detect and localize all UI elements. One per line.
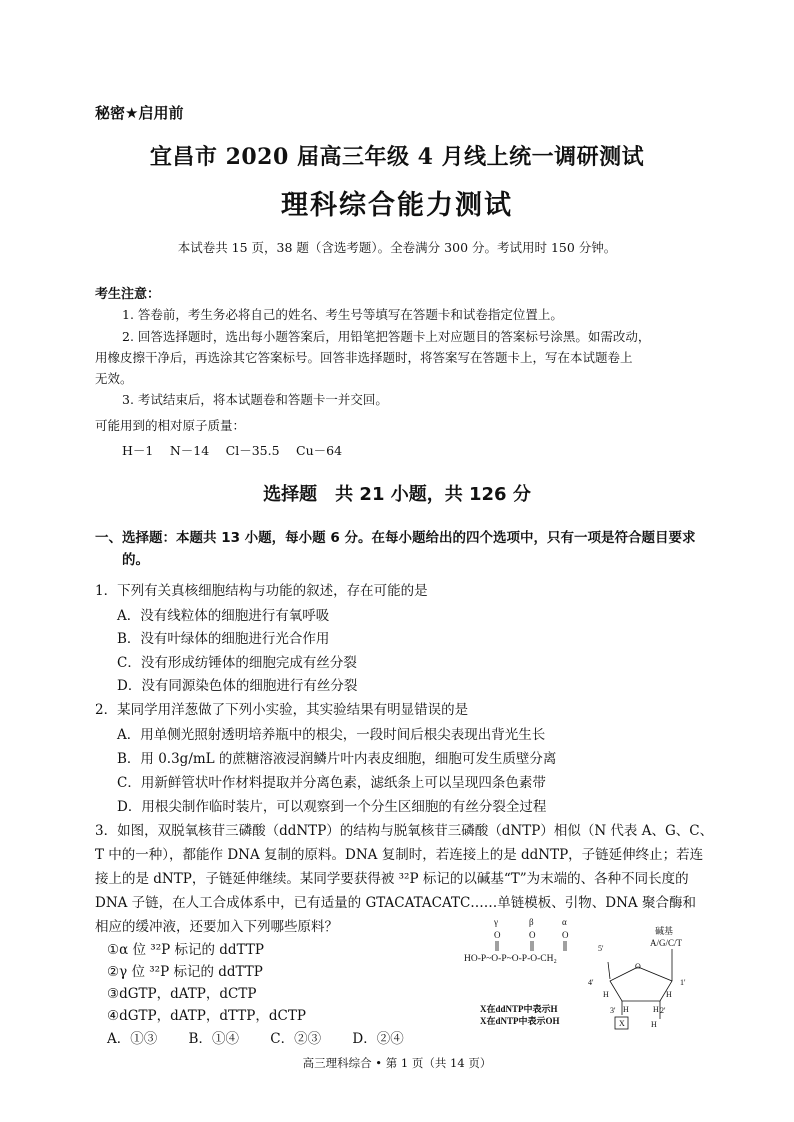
question-3-line-2: T 中的一种），都能作 DNA 复制的原料。DNA 复制时，若连接上的是 ddNTP，子链延伸终止；若连 [95, 847, 704, 863]
question-2-option-c: C．用新鲜管状叶作材料提取并分离色素，滤纸条上可以呈现四条色素带 [117, 775, 546, 791]
notice-item-2: 2. 回答选择题时，选出每小题答案后，用铅笔把答题卡上对应题目的答案标号涂黑。如需改动， [122, 329, 651, 344]
hydrogen-4: H [603, 990, 609, 999]
hydrogen-3: H [623, 1005, 629, 1014]
notice-item-1: 1. 答卷前，考生务必将自己的姓名、考生号等填写在答题卡和试卷指定位置上。 [122, 307, 563, 322]
question-3-choices: A．①③ B．①④ C．②③ D．②④ [107, 1031, 404, 1047]
part-title: 一、选择题：本题共 13 小题，每小题 6 分。在每小题给出的四个选项中，只有一项是符合题目要求 [95, 530, 696, 546]
ddntp-structure-diagram [460, 915, 710, 1030]
base-label: 碱基 [655, 926, 674, 936]
question-1-option-a: A．没有线粒体的细胞进行有氧呼吸 [117, 608, 330, 624]
exam-title: 宜昌市 2020 届高三年级 4 月线上统一调研测试 [149, 144, 645, 170]
phosphate-o-1: O [494, 930, 501, 940]
sugar-ring [610, 967, 672, 1001]
question-3-item-2: ②γ 位 ³²P 标记的 ddTTP [107, 964, 263, 980]
carbon-1: 1' [680, 978, 686, 987]
hydrogen-2b: H [651, 1020, 657, 1029]
gamma-label: γ [494, 917, 498, 927]
question-3-item-1: ①α 位 ³²P 标记的 ddTTP [107, 942, 264, 958]
ring-oxygen: O [635, 962, 641, 971]
question-3-line-3: 接上的是 dNTP，子链延伸继续。某同学要获得被 ³²P 标记的以碱基“T”为末端的、各种不同长度的 [95, 871, 689, 887]
base-values: A/G/C/T [650, 938, 683, 948]
phosphate-o-2: O [529, 930, 536, 940]
question-3-item-3: ③dGTP，dATP，dCTP [107, 986, 257, 1002]
question-2-option-b: B．用 0.3g/mL 的蔗糖溶液浸润鳞片叶内表皮细胞，细胞可发生质壁分离 [117, 751, 557, 767]
atomic-mass-values: H－1 N－14 Cl－35.5 Cu－64 [122, 443, 343, 458]
hydrogen-1: H [666, 990, 672, 999]
alpha-label: α [562, 917, 567, 927]
carbon-3: 3' [610, 1006, 616, 1015]
question-3-item-4: ④dGTP，dATP，dTTP，dCTP [107, 1008, 306, 1024]
carbon-5: 5' [598, 944, 604, 953]
question-3-line-4: DNA 子链，在人工合成体系中，已有适量的 GTACATACATC……单链模板、引物、DNA 聚合酶和 [95, 895, 696, 911]
notice-title: 考生注意： [95, 287, 161, 302]
secret-label: 秘密★启用前 [95, 104, 184, 122]
question-3-line-1: 3．如图，双脱氧核苷三磷酸（ddNTP）的结构与脱氧核苷三磷酸（dNTP）相似（N 代表 A、G、C、 [95, 823, 714, 839]
hydrogen-2: H [653, 1005, 659, 1014]
notice-item-2-cont: 用橡皮擦干净后，再选涂其它答案标号。回答非选择题时，将答案写在答题卡上，写在本试题卷上 [95, 350, 633, 365]
carbon-4: 4' [588, 978, 594, 987]
page-footer: 高三理科综合 • 第 1 页（共 14 页） [302, 1056, 492, 1070]
part-title-cont: 的。 [122, 552, 149, 568]
note-dntp: X在dNTP中表示OH [480, 1016, 560, 1026]
exam-subtitle: 理科综合能力测试 [281, 190, 513, 221]
beta-label: β [529, 917, 534, 927]
notice-item-3: 3. 考试结束后，将本试题卷和答题卡一并交回。 [122, 392, 388, 407]
carbon-2: 2' [660, 1006, 666, 1015]
question-2-stem: 2．某同学用洋葱做了下列小实验，其实验结果有明显错误的是 [95, 702, 469, 718]
phosphate-o-3: O [562, 930, 569, 940]
section-title: 选择题 共 21 小题，共 126 分 [263, 484, 531, 505]
question-1-option-c: C．没有形成纺锤体的细胞完成有丝分裂 [117, 655, 357, 671]
x-label: X [619, 1019, 625, 1028]
question-1-option-d: D．没有同源染色体的细胞进行有丝分裂 [117, 678, 358, 694]
question-2-option-d: D．用根尖制作临时装片，可以观察到一个分生区细胞的有丝分裂全过程 [117, 799, 547, 815]
phosphate-chain: HO-P~O-P~O-P-O-CH₂ [464, 954, 557, 964]
atomic-mass-title: 可能用到的相对原子质量： [95, 418, 246, 433]
question-1-option-b: B．没有叶绿体的细胞进行光合作用 [117, 631, 330, 647]
note-ddntp: X在ddNTP中表示H [480, 1004, 558, 1014]
bond-ch2 [608, 962, 610, 979]
notice-item-2-end: 无效。 [95, 371, 133, 386]
exam-info: 本试卷共 15 页，38 题（含选考题）。全卷满分 300 分。考试用时 150 分钟。 [177, 240, 617, 255]
question-1-stem: 1．下列有关真核细胞结构与功能的叙述，存在可能的是 [95, 583, 428, 599]
question-3-line-5: 相应的缓冲液，还要加入下列哪些原料？ [95, 919, 338, 935]
question-2-option-a: A．用单侧光照射透明培养瓶中的根尖，一段时间后根尖表现出背光生长 [117, 727, 546, 743]
